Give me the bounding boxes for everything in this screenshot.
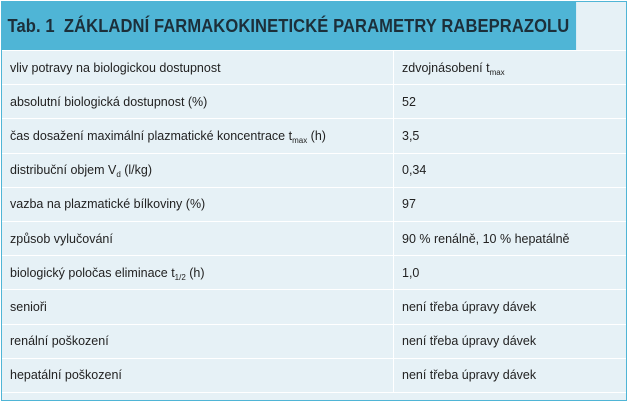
value-cell <box>394 358 628 392</box>
table-body <box>2 51 628 393</box>
value-cell <box>394 85 628 119</box>
table-row <box>2 221 628 255</box>
value-cell <box>394 153 628 187</box>
value-text: 52 <box>402 94 416 109</box>
value-text: 1,0 <box>402 265 420 280</box>
parameter-text: vazba na plazmatické bílkoviny (%) <box>10 197 206 212</box>
parameter-cell <box>2 153 394 187</box>
parameter-text: hepatální poškození <box>10 368 122 383</box>
pharmacokinetics-table <box>1 1 627 401</box>
table-title-bar <box>2 2 576 50</box>
table-row <box>2 153 628 187</box>
table-title: ZÁKLADNÍ FARMAKOKINETICKÉ PARAMETRY RABEPRAZOLU <box>63 15 570 36</box>
parameter-cell <box>2 324 394 358</box>
parameter-text: distribuční objem V <box>10 163 117 178</box>
table-label: Tab. 1 <box>7 15 55 36</box>
table-row <box>2 85 628 119</box>
parameter-text: absolutní biologická dostupnost (%) <box>10 94 208 109</box>
value-cell <box>394 119 628 153</box>
value-cell <box>394 290 628 324</box>
table-row <box>2 324 628 358</box>
parameter-cell <box>2 119 394 153</box>
parameter-subscript: d <box>116 170 121 180</box>
parameter-cell <box>2 85 394 119</box>
value-text: není třeba úpravy dávek <box>402 334 537 349</box>
value-text: není třeba úpravy dávek <box>402 299 537 314</box>
parameter-text: čas dosažení maximální plazmatické koncentrace t <box>10 128 293 143</box>
value-subscript: max <box>489 67 505 77</box>
parameter-subscript: max <box>292 135 308 145</box>
parameter-text: biologický poločas eliminace t <box>10 265 175 280</box>
parameter-cell <box>2 221 394 255</box>
table-row <box>2 256 628 290</box>
table-row <box>2 358 628 392</box>
parameter-cell <box>2 51 394 85</box>
parameter-unit: (h) <box>307 128 326 143</box>
value-text: není třeba úpravy dávek <box>402 368 537 383</box>
value-text: 97 <box>402 197 416 212</box>
parameter-cell <box>2 290 394 324</box>
parameter-cell <box>2 358 394 392</box>
value-cell <box>394 324 628 358</box>
parameter-cell <box>2 187 394 221</box>
value-text: 0,34 <box>402 163 427 178</box>
value-cell <box>394 256 628 290</box>
parameter-text: vliv potravy na biologickou dostupnost <box>10 60 221 75</box>
table-row <box>2 290 628 324</box>
parameter-text: způsob vylučování <box>10 231 113 246</box>
parameter-unit: (l/kg) <box>120 163 153 178</box>
table-row <box>2 51 628 85</box>
parameter-unit: (h) <box>185 265 205 280</box>
parameter-subscript: 1/2 <box>174 272 186 282</box>
value-cell <box>394 51 628 85</box>
parameters-table <box>1 50 627 393</box>
table-row <box>2 187 628 221</box>
table-row <box>2 119 628 153</box>
parameter-text: renální poškození <box>10 334 109 349</box>
value-text: 3,5 <box>402 128 420 143</box>
parameter-text: senioři <box>10 299 47 314</box>
value-cell <box>394 187 628 221</box>
value-text: 90 % renálně, 10 % hepatálně <box>402 231 570 246</box>
value-cell <box>394 221 628 255</box>
value-text: zdvojnásobení t <box>402 60 490 75</box>
parameter-cell <box>2 256 394 290</box>
